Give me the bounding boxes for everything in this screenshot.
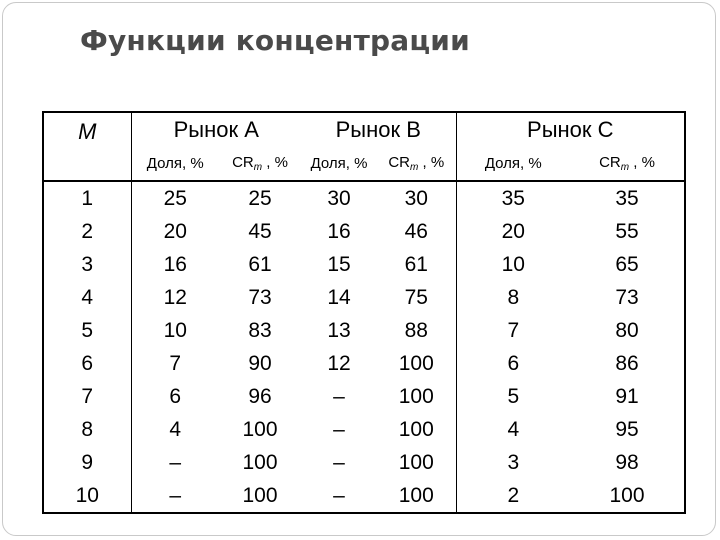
market-b-cr-cell: 100 (398, 451, 434, 474)
market-a-share-cell: 6 (131, 380, 219, 413)
cr-suffix: , % (418, 153, 445, 171)
market-b-share-cell: – (301, 479, 377, 513)
rank-cell: 10 (43, 479, 131, 513)
cr-sub: m (410, 161, 419, 173)
market-a-share-cell: 7 (131, 347, 219, 380)
market-b-share-cell: 30 (327, 187, 351, 210)
market-b-cr-cell: 46 (404, 220, 428, 243)
market-c-cr-cell: 95 (570, 413, 685, 446)
rank-cell: 1 (43, 181, 131, 215)
market-c-share-cell: 4 (456, 413, 570, 446)
market-c-cr-cell: 91 (570, 380, 685, 413)
rank-cell: 8 (43, 413, 131, 446)
subheader-row (43, 147, 685, 181)
rank-cell: 2 (43, 215, 131, 248)
market-a-cr-cell: 96 (248, 385, 272, 408)
market-a-header: Рынок A (131, 112, 301, 147)
cr-suffix: , % (262, 153, 288, 171)
table-row (43, 380, 685, 413)
market-b-share-cell: 12 (327, 352, 351, 375)
rank-cell: 5 (43, 314, 131, 347)
market-b-share-cell: – (333, 385, 345, 408)
market-c-cr-cell: 100 (570, 479, 685, 513)
market-a-share-cell: 16 (131, 248, 219, 281)
market-b-cr-cell: 100 (398, 385, 434, 408)
table-row (43, 413, 685, 446)
header-row (43, 112, 685, 147)
market-b-header: Рынок B (301, 112, 456, 147)
market-c-cr-cell: 98 (570, 446, 685, 479)
cr-prefix: CR (388, 153, 411, 171)
market-b-share-cell: 16 (327, 220, 351, 243)
share-header: Доля, % (456, 147, 570, 181)
table-row (43, 314, 685, 347)
market-a-cr-cell: 100 (242, 451, 278, 474)
market-c-cr-cell: 65 (570, 248, 685, 281)
market-c-share-cell: 8 (456, 281, 570, 314)
market-b-cr-cell: 75 (404, 286, 428, 309)
cr-prefix: CR (599, 153, 621, 171)
market-a-share-cell: 10 (131, 314, 219, 347)
share-header: Доля, % (131, 147, 219, 181)
cr-sub: m (253, 161, 263, 173)
market-c-header: Рынок C (456, 112, 685, 147)
market-a-share-cell: 12 (131, 281, 219, 314)
market-c-share-cell: 3 (456, 446, 570, 479)
market-a-cr-cell: 73 (248, 286, 272, 309)
market-c-cr-cell: 86 (570, 347, 685, 380)
market-c-cr-cell: 73 (570, 281, 685, 314)
market-a-share-cell: 4 (131, 413, 219, 446)
market-b-cr-cell: 30 (404, 187, 428, 210)
market-b-share-cell: 15 (327, 253, 351, 276)
market-a-cr-cell: 25 (248, 187, 272, 210)
rank-cell: 6 (43, 347, 131, 380)
market-b-cr-cell: 61 (404, 253, 428, 276)
market-c-share-cell: 2 (456, 479, 570, 513)
market-c-cr-cell: 35 (570, 181, 685, 215)
market-c-share-cell: 20 (456, 215, 570, 248)
cr-prefix: CR (232, 153, 254, 171)
market-b-cr-cell: 100 (398, 352, 434, 375)
market-a-cr-cell: 45 (248, 220, 272, 243)
market-a-cr-cell: 100 (219, 479, 301, 513)
m-header: M (43, 112, 131, 181)
market-c-cr-cell: 80 (570, 314, 685, 347)
market-a-share-cell: 25 (131, 181, 219, 215)
market-b-share-cell: 14 (327, 286, 351, 309)
market-a-share-cell: 20 (131, 215, 219, 248)
cr-sub: m (620, 161, 630, 173)
table-row (43, 347, 685, 380)
table-row (43, 479, 685, 513)
market-b-cr-cell: 88 (404, 319, 428, 342)
market-c-share-cell: 35 (456, 181, 570, 215)
rank-cell: 4 (43, 281, 131, 314)
market-a-cr-cell: 83 (248, 319, 272, 342)
table-row (43, 215, 685, 248)
table-row (43, 281, 685, 314)
market-b-cr-cell: 100 (377, 479, 456, 513)
slide-title: Функции концентрации (80, 24, 470, 57)
market-b-cr-cell: 100 (398, 418, 434, 441)
market-a-cr-cell: 61 (248, 253, 272, 276)
concentration-table (42, 111, 686, 514)
market-a-share-cell: – (131, 446, 219, 479)
table-row (43, 248, 685, 281)
market-c-share-cell: 5 (456, 380, 570, 413)
cr-suffix: , % (629, 153, 655, 171)
cr-header (570, 147, 685, 181)
table-row (43, 181, 685, 215)
rank-cell: 3 (43, 248, 131, 281)
market-c-cr-cell: 55 (570, 215, 685, 248)
table-row (43, 446, 685, 479)
market-c-share-cell: 6 (456, 347, 570, 380)
market-a-share-cell: – (131, 479, 219, 513)
share-header: Доля, % (301, 147, 377, 181)
market-a-cr-cell: 100 (242, 418, 278, 441)
market-c-share-cell: 10 (456, 248, 570, 281)
market-c-share-cell: 7 (456, 314, 570, 347)
market-b-share-cell: – (333, 451, 345, 474)
market-b-share-cell: 13 (327, 319, 351, 342)
rank-cell: 7 (43, 380, 131, 413)
rank-cell: 9 (43, 446, 131, 479)
cr-header (377, 147, 456, 181)
market-a-cr-cell: 90 (248, 352, 272, 375)
market-b-share-cell: – (333, 418, 345, 441)
cr-header (219, 147, 301, 181)
